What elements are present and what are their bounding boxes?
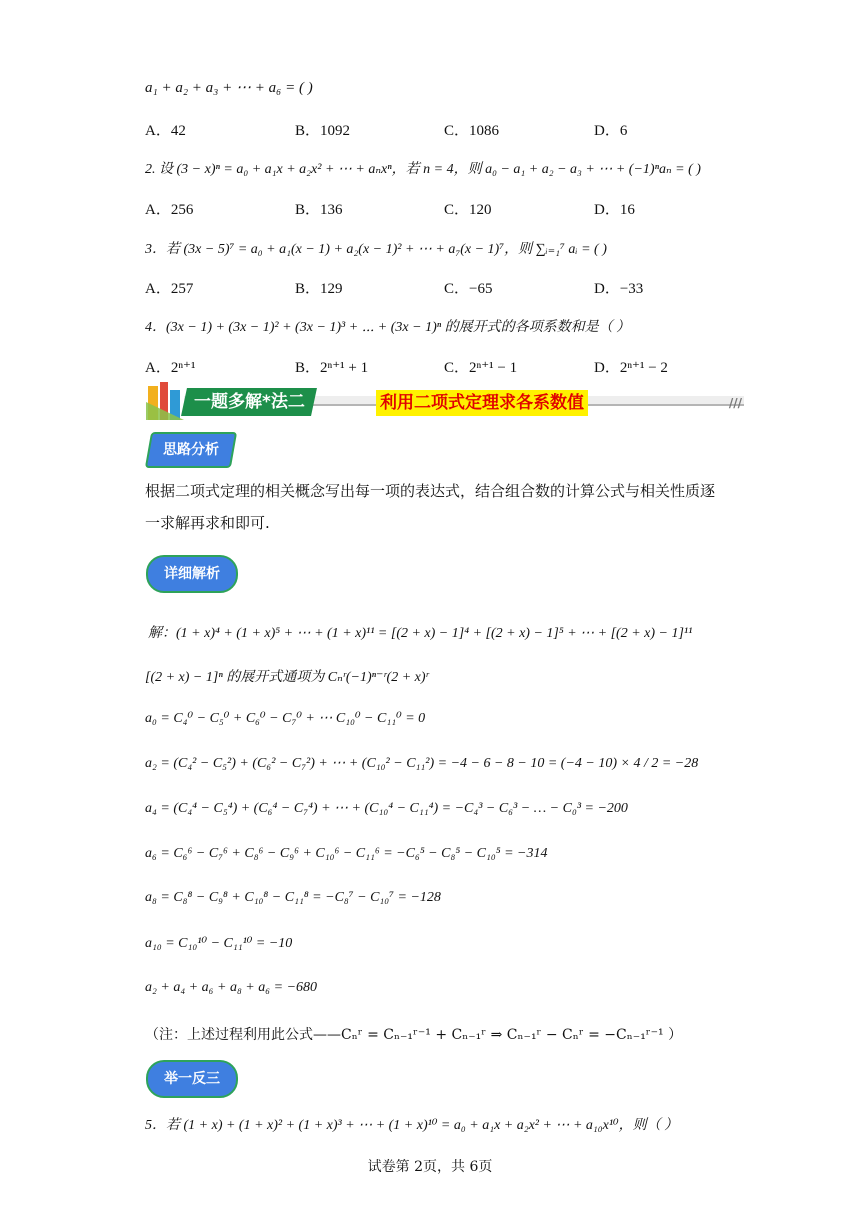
banner-slashes: /// [728,396,742,410]
page-footer: 试卷第 2页，共 6页 [367,1159,493,1175]
analysis-text-1: 根据二项式定理的相关概念写出每一项的表达式，结合组合数的计算公式与相关性质逐 [145,482,716,500]
coef-a6: a₆ = C₆⁶ − C₇⁶ + C₈⁶ − C₉⁶ + C₁₀⁶ − C₁₁⁶ = −C₆⁵ − C₈⁵ − C₁₀⁵ = −314 [145,846,548,861]
method-banner [144,380,744,424]
q3-option-c[interactable]: C．−65 [444,281,493,297]
solution-line-1: 解：(1 + x)⁴ + (1 + x)⁵ + ⋯ + (1 + x)¹¹ = [(2 + x) − 1]⁴ + [(2 + x) − 1]⁵ + ⋯ + [(2 + x) − 1]¹¹ [148,626,693,641]
solution-line-2: [(2 + x) − 1]ⁿ 的展开式通项为 Cₙʳ(−1)ⁿ⁻ʳ(2 + x)ʳ [145,670,429,685]
q1-option-d[interactable]: D．6 [594,123,628,139]
q3-option-b[interactable]: B．129 [295,281,343,297]
q2-option-c[interactable]: C．120 [444,202,492,218]
q1-option-b[interactable]: B．1092 [295,123,351,139]
question-5: 5．若 (1 + x) + (1 + x)² + (1 + x)³ + ⋯ + (1 + x)¹⁰ = a₀ + a₁x + a₂x² + ⋯ + a₁₀x¹⁰，则（ ） [145,1118,679,1133]
coef-a8: a₈ = C₈⁸ − C₉⁸ + C₁₀⁸ − C₁₁⁸ = −C₈⁷ − C₁₀⁷ = −128 [145,890,441,905]
q3-option-d[interactable]: D．−33 [594,281,644,297]
pill-practice: 举一反三 [146,1060,238,1098]
pill-detail: 详细解析 [146,555,238,593]
question-1-stem-tail: a₁ + a₂ + a₃ + ⋯ + a₆ = ( ) [145,80,313,96]
q2-option-b[interactable]: B．136 [295,202,343,218]
q4-option-d[interactable]: D．2ⁿ⁺¹ − 2 [594,360,668,376]
banner-tag: 一题多解*法二 [181,388,317,416]
pill-analysis: 思路分析 [145,432,237,468]
coef-a0: a₀ = C₄⁰ − C₅⁰ + C₆⁰ − C₇⁰ + ⋯ C₁₀⁰ − C₁₁⁰ = 0 [145,711,426,726]
q4-option-a[interactable]: A．2ⁿ⁺¹ [145,360,196,376]
q1-option-c[interactable]: C．1086 [444,123,500,139]
q2-option-a[interactable]: A．256 [145,202,194,218]
question-4: 4．(3x − 1) + (3x − 1)² + (3x − 1)³ + ⋯ + (3x − 1)ⁿ 的展开式的各项系数和是（ ） [145,320,631,335]
q4-option-b[interactable]: B．2ⁿ⁺¹ + 1 [295,360,369,376]
coef-a2: a₂ = (C₄² − C₅²) + (C₆² − C₇²) + ⋯ + (C₁₀² − C₁₁²) = −4 − 6 − 8 − 10 = (−4 − 10) × 4 / 2 = −28 [145,756,699,771]
banner-title: 利用二项式定理求各系数值 [376,390,588,416]
question-2: 2. 设 (3 − x)ⁿ = a₀ + a₁x + a₂x² + ⋯ + aₙxⁿ，若 n = 4，则 a₀ − a₁ + a₂ − a₃ + ⋯ + (−1)ⁿaₙ = ( ) [145,162,701,177]
q4-option-c[interactable]: C．2ⁿ⁺¹ − 1 [444,360,518,376]
q3-option-a[interactable]: A．257 [145,281,194,297]
q1-option-a[interactable]: A．42 [145,123,186,139]
coef-a10: a₁₀ = C₁₀¹⁰ − C₁₁¹⁰ = −10 [145,936,293,951]
formula-note: （注：上述过程利用此公式——Cₙʳ = Cₙ₋₁ʳ⁻¹ + Cₙ₋₁ʳ ⇒ Cₙ₋₁ʳ − Cₙʳ = −Cₙ₋₁ʳ⁻¹ ） [145,1027,683,1043]
q2-option-d[interactable]: D．16 [594,202,635,218]
coef-a4: a₄ = (C₄⁴ − C₅⁴) + (C₆⁴ − C₇⁴) + ⋯ + (C₁₀⁴ − C₁₁⁴) = −C₄³ − C₆³ − … − C₀³ = −200 [145,801,628,816]
analysis-text-2: 一求解再求和即可. [145,514,270,532]
coef-sum: a₂ + a₄ + a₆ + a₈ + a₆ = −680 [145,980,318,995]
pencil-ruler-icon [144,380,188,424]
question-3: 3．若 (3x − 5)⁷ = a₀ + a₁(x − 1) + a₂(x − 1)² + ⋯ + a₇(x − 1)⁷，则 ∑ᵢ₌₁⁷ aᵢ = ( ) [145,242,607,257]
